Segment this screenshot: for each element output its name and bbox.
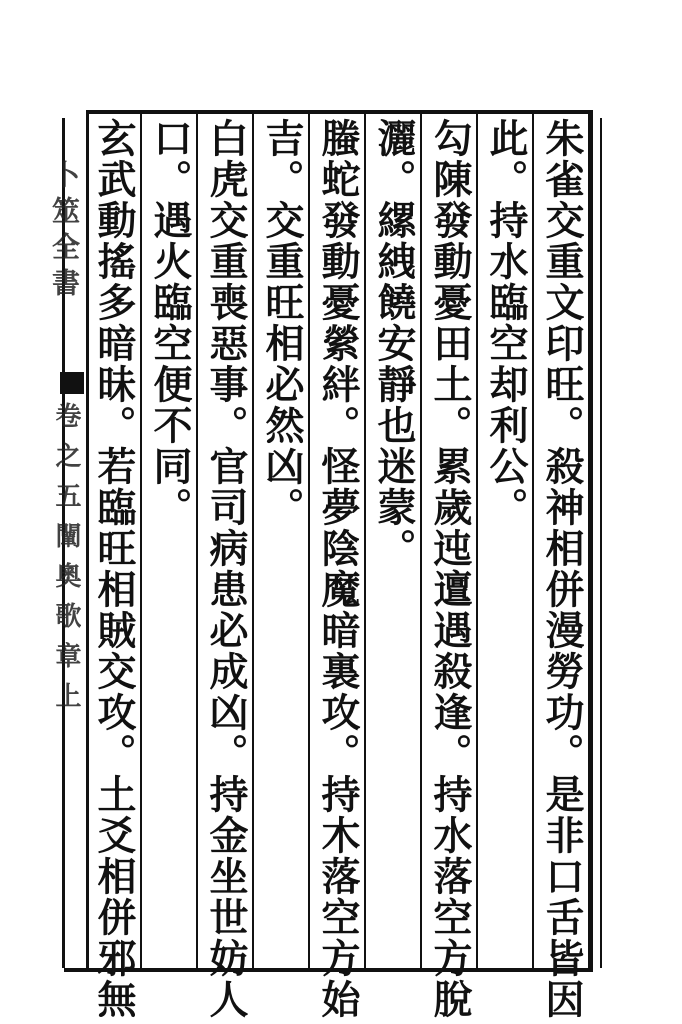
text-column-9: 玄武動搖多暗昧。若臨旺相賊交攻。土爻相併邪無	[91, 118, 137, 1020]
fish-tail-mark	[60, 372, 84, 394]
column-divider	[476, 114, 478, 968]
margin-title: 卜筮全書	[48, 160, 81, 304]
top-border	[86, 110, 592, 114]
right-outer-border	[600, 118, 602, 968]
margin-chapter: 卷之五闡奧歌章上	[51, 402, 81, 722]
column-divider	[140, 114, 142, 968]
right-border	[588, 110, 593, 972]
margin-line-right	[86, 110, 89, 970]
column-divider	[532, 114, 534, 968]
text-column-1: 朱雀交重文印旺。殺神相併漫勞功。是非口舌皆因	[539, 118, 585, 1020]
text-column-6: 吉。交重旺相必然凶。	[259, 118, 305, 528]
column-divider	[308, 114, 310, 968]
text-column-8: 口。遇火臨空便不同。	[147, 118, 193, 528]
text-column-7: 白虎交重喪惡事。官司病患必成凶。持金坐世妨人	[203, 118, 249, 1020]
column-divider	[420, 114, 422, 968]
column-divider	[196, 114, 198, 968]
text-column-4: 灑。縲絏饒安靜也迷蒙。	[371, 118, 417, 569]
text-column-5: 螣蛇發動憂縈絆。怪夢陰魔暗裏攻。持木落空方始	[315, 118, 361, 1020]
text-column-2: 此。持水臨空却利公。	[483, 118, 529, 528]
column-divider	[364, 114, 366, 968]
column-divider	[252, 114, 254, 968]
text-column-3: 勾陳發動憂田土。累歲迍邅遇殺逢。持水落空方脫	[427, 118, 473, 1020]
